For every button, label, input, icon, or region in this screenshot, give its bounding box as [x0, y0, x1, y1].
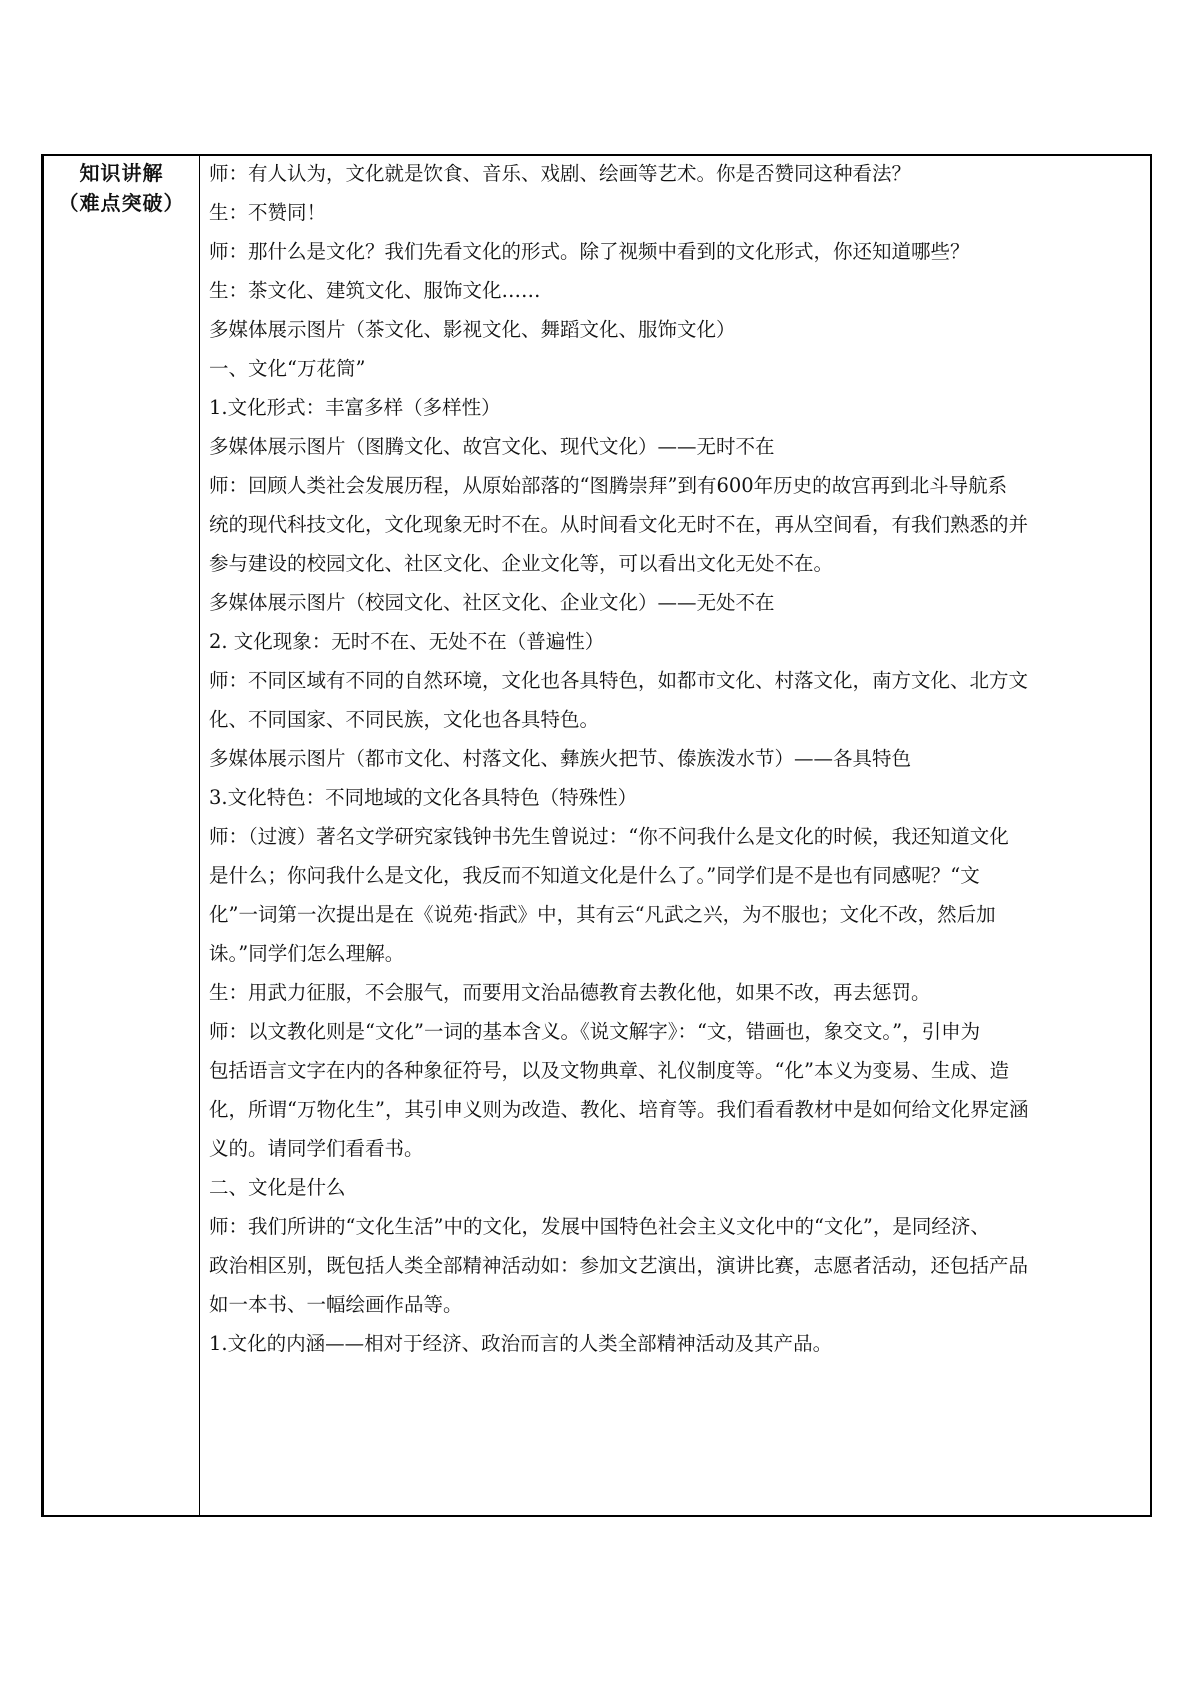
content-line: 多媒体展示图片（茶文化、影视文化、舞蹈文化、服饰文化）: [209, 318, 736, 341]
content-line: 多媒体展示图片（都市文化、村落文化、彝族火把节、傣族泼水节）——各具特色: [209, 747, 912, 770]
content-line: 师：有人认为，文化就是饮食、音乐、戏剧、绘画等艺术。你是否赞同这种看法？: [209, 162, 912, 185]
section-heading: 二、文化是什么: [209, 1176, 346, 1199]
content-line: 政治相区别，既包括人类全部精神活动如：参加文艺演出，演讲比赛，志愿者活动，还包括产品: [209, 1254, 1029, 1277]
content-line: 师：不同区域有不同的自然环境，文化也各具特色，如都市文化、村落文化，南方文化、北方文: [209, 669, 1029, 692]
content-line: 参与建设的校园文化、社区文化、企业文化等，可以看出文化无处不在。: [209, 552, 834, 575]
content-line: 义的。请同学们看看书。: [209, 1137, 424, 1160]
content-line: 2. 文化现象：无时不在、无处不在（普遍性）: [209, 630, 605, 653]
content-line: 师：那什么是文化？我们先看文化的形式。除了视频中看到的文化形式，你还知道哪些？: [209, 240, 970, 263]
column-divider: [199, 156, 200, 1515]
content-line: 师：（过渡）著名文学研究家钱钟书先生曾说过：“你不问我什么是文化的时候，我还知道文化: [209, 825, 1009, 848]
content-line: 化、不同国家、不同民族，文化也各具特色。: [209, 708, 600, 731]
content-line: 多媒体展示图片（校园文化、社区文化、企业文化）——无处不在: [209, 591, 775, 614]
content-line: 诛。”同学们怎么理解。: [209, 942, 405, 965]
content-line: 生：不赞同！: [209, 201, 327, 224]
content-line: 生：用武力征服，不会服气，而要用文治品德教育去教化他，如果不改，再去惩罚。: [209, 981, 931, 1004]
section-label-subtitle: （难点突破）: [58, 191, 185, 215]
section-label-cell: [44, 156, 199, 218]
content-line: 3.文化特色：不同地域的文化各具特色（特殊性）: [209, 786, 638, 809]
section-heading: 一、文化“万花筒”: [209, 357, 366, 380]
content-line: 师：以文教化则是“文化”一词的基本含义。《说文解字》：“文，错画也，象交文。”，引申为: [209, 1020, 981, 1043]
content-line: 是什么；你问我什么是文化，我反而不知道文化是什么了。”同学们是不是也有同感呢？“文: [209, 864, 980, 887]
content-line: 1.文化形式：丰富多样（多样性）: [209, 396, 501, 419]
content-line: 师：我们所讲的“文化生活”中的文化，发展中国特色社会主义文化中的“文化”，是同经济、: [209, 1215, 990, 1238]
content-line: 统的现代科技文化，文化现象无时不在。从时间看文化无时不在，再从空间看，有我们熟悉的并: [209, 513, 1029, 536]
content-line: 生：茶文化、建筑文化、服饰文化……: [209, 279, 541, 302]
section-label-title: 知识讲解: [79, 161, 164, 185]
lesson-content-cell: [209, 156, 1189, 1365]
content-line: 化”一词第一次提出是在《说苑·指武》中，其有云“凡武之兴，为不服也；文化不改，然后加: [209, 903, 996, 926]
content-line: 包括语言文字在内的各种象征符号，以及文物典章、礼仪制度等。“化”本义为变易、生成、造: [209, 1059, 1009, 1082]
content-line: 多媒体展示图片（图腾文化、故宫文化、现代文化）——无时不在: [209, 435, 775, 458]
content-line: 师：回顾人类社会发展历程，从原始部落的“图腾崇拜”到有600年历史的故宫再到北斗导航系: [209, 474, 1008, 497]
content-line: 1.文化的内涵——相对于经济、政治而言的人类全部精神活动及其产品。: [209, 1332, 833, 1355]
lesson-table: [41, 154, 1152, 1517]
content-line: 如一本书、一幅绘画作品等。: [209, 1293, 463, 1316]
content-line: 化，所谓“万物化生”，其引申义则为改造、教化、培育等。我们看看教材中是如何给文化界定涵: [209, 1098, 1029, 1121]
